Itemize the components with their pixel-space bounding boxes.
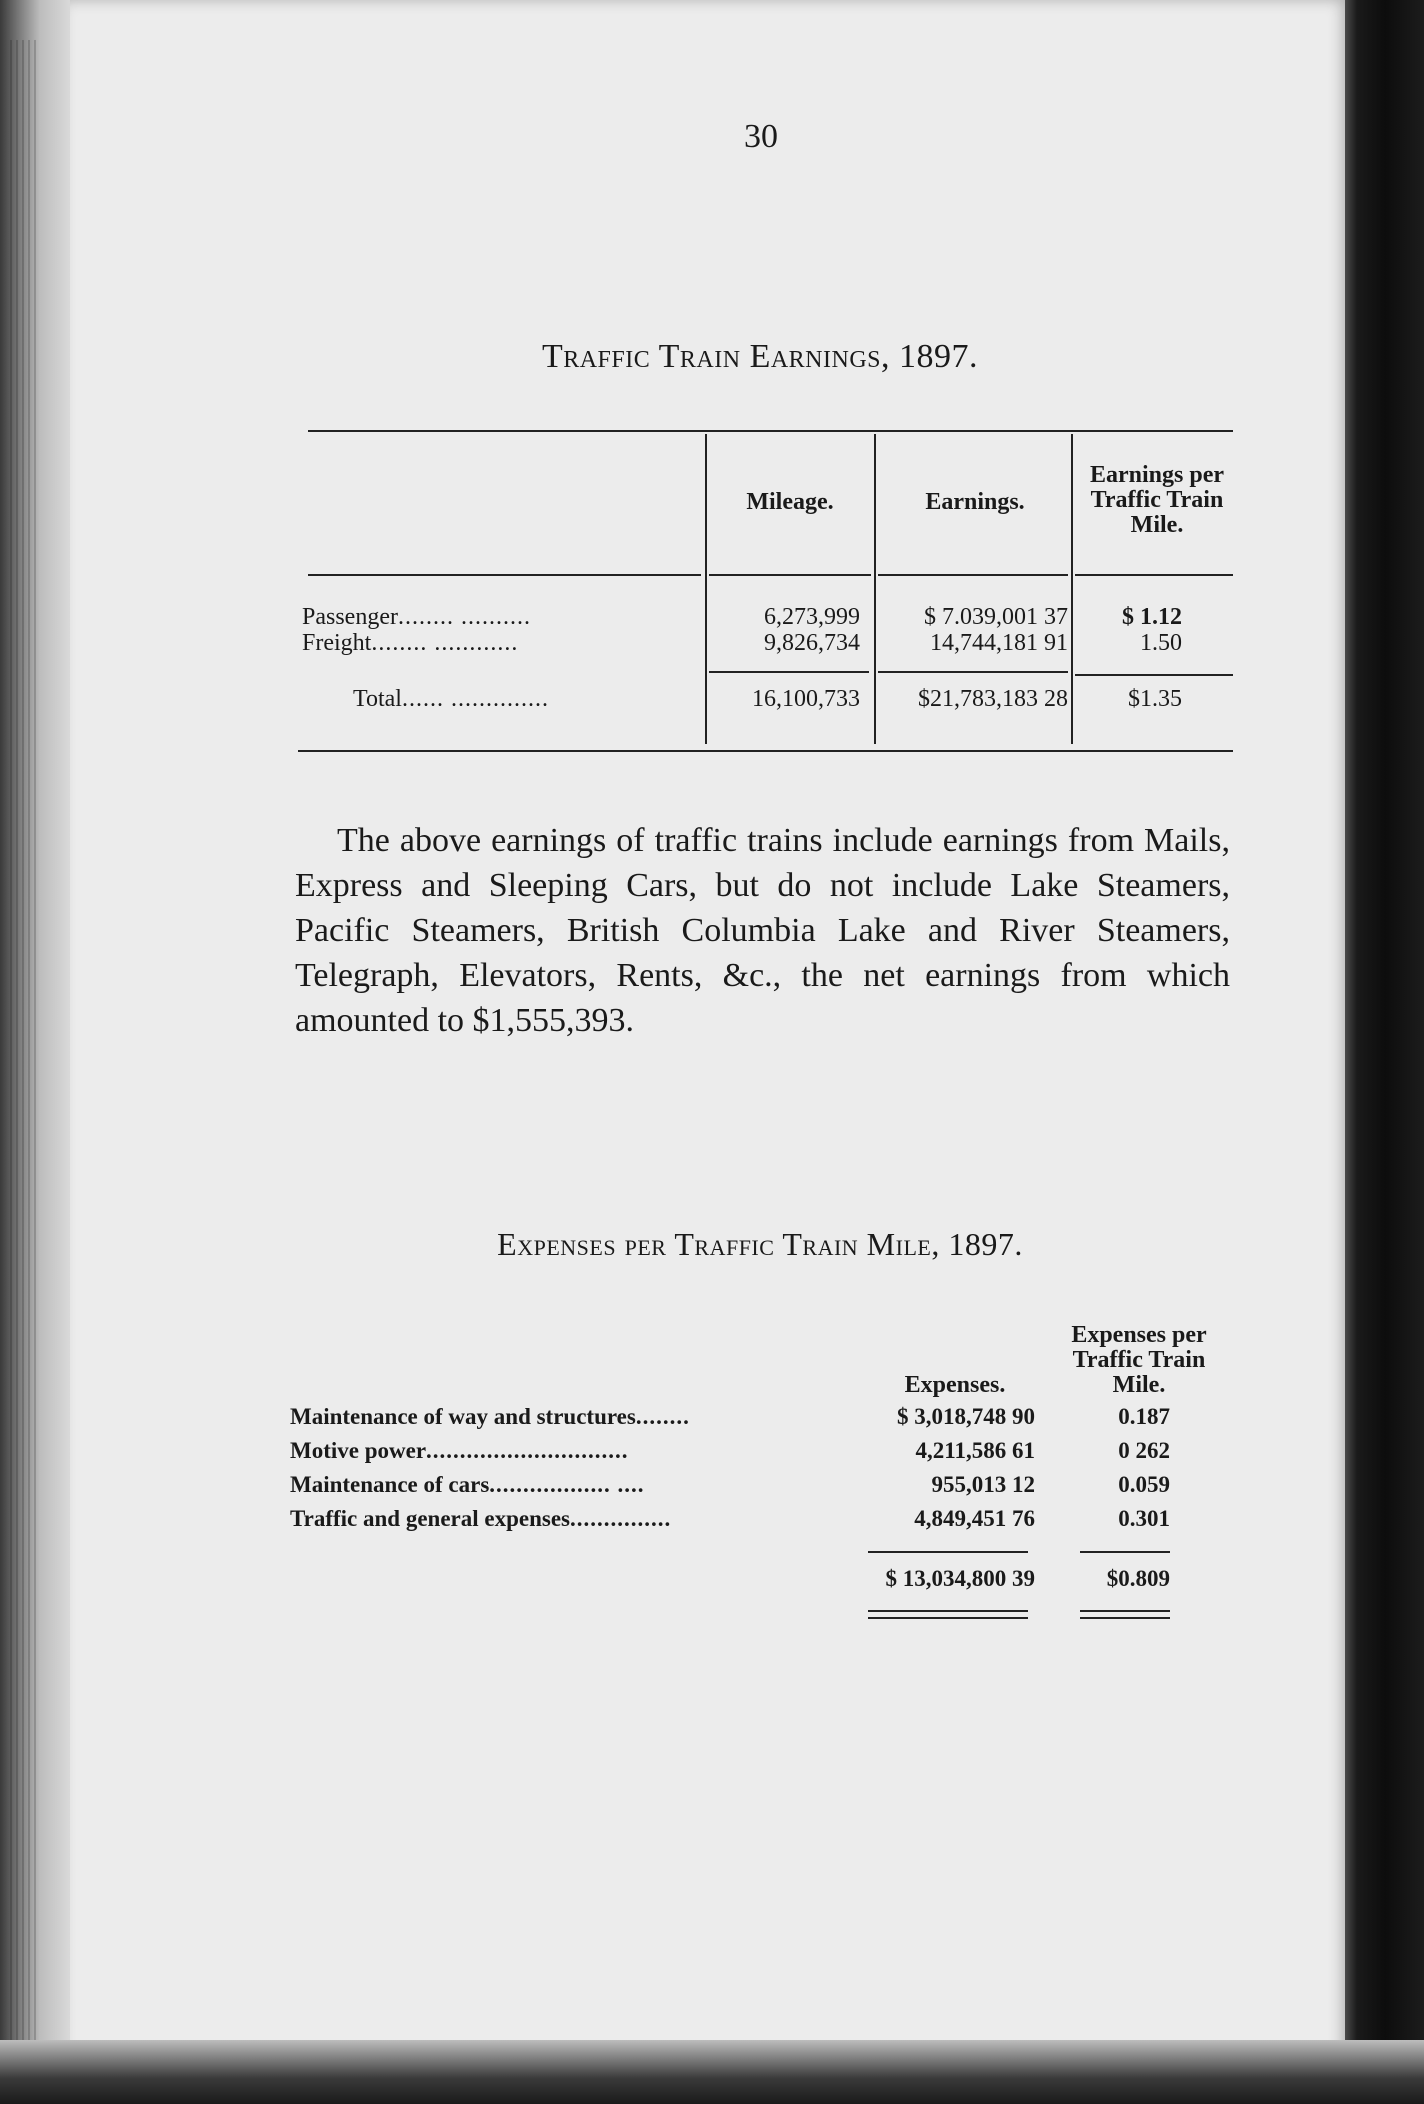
cell-per-mile-freight: 1.50 <box>1140 630 1182 656</box>
cell-earnings-total: $21,783,183 28 <box>918 686 1068 712</box>
table-top-rule <box>308 430 1233 432</box>
spine-page-edges <box>10 40 40 2040</box>
expense-per-mile-maintenance-cars: 0.059 <box>1118 1472 1170 1497</box>
expense-amount-motive-power: 4,211,586 61 <box>915 1438 1035 1463</box>
page-number: 30 <box>744 118 778 155</box>
leader-dots: ........ .......... <box>397 604 531 630</box>
row-label-total <box>353 686 549 712</box>
body-paragraph <box>295 818 1230 1043</box>
sum-rule <box>868 1551 1028 1553</box>
double-rule <box>868 1610 1028 1612</box>
cell-per-mile-total: $1.35 <box>1128 686 1182 712</box>
header-mileage: Mileage. <box>746 489 834 515</box>
header-earnings-per-mile <box>1072 463 1242 538</box>
leader-dots: .............................. <box>426 1438 629 1463</box>
table-bottom-rule <box>298 750 1233 752</box>
row-label-text: Maintenance of way and structures <box>290 1404 636 1429</box>
header-line: Expenses per <box>1071 1322 1207 1348</box>
expense-amount-traffic-general: 4,849,451 76 <box>914 1506 1035 1531</box>
earnings-table-title: Traffic Train Earnings, 1897. <box>541 338 979 375</box>
expense-label-traffic-general <box>290 1502 671 1536</box>
expense-label-motive-power <box>290 1434 629 1468</box>
double-rule <box>868 1617 1028 1619</box>
double-rule <box>1080 1610 1170 1612</box>
row-label-text: Motive power <box>290 1438 427 1463</box>
sum-rule <box>1075 674 1233 676</box>
header-bottom-rule <box>308 574 701 576</box>
row-label-text: Traffic and general expenses <box>290 1506 571 1531</box>
sum-rule <box>878 671 1068 673</box>
row-label-text: Maintenance of cars <box>290 1472 490 1497</box>
sum-rule <box>709 671 869 673</box>
expense-per-mile-total: $0.809 <box>1106 1566 1170 1591</box>
row-label-passenger <box>302 604 531 630</box>
cell-per-mile-passenger: $ 1.12 <box>1122 604 1182 630</box>
leader-dots: ............... <box>570 1506 672 1531</box>
leader-dots: ........ ............ <box>371 630 519 656</box>
header-line: Traffic Train <box>1072 1347 1206 1373</box>
header-bottom-rule <box>1075 574 1233 576</box>
header-line: Traffic Train <box>1090 487 1224 513</box>
expense-amount-maintenance-cars: 955,013 12 <box>931 1472 1035 1497</box>
header-expenses: Expenses. <box>904 1372 1006 1398</box>
expense-amount-total: $ 13,034,800 39 <box>885 1566 1035 1591</box>
row-label-freight <box>302 630 518 656</box>
row-label-text: Passenger <box>302 604 398 630</box>
cell-earnings-passenger: $ 7.039,001 37 <box>924 604 1068 630</box>
page-right-edge <box>1345 0 1424 2104</box>
expenses-table-title: Expenses per Traffic Train Mile, 1897. <box>497 1226 1023 1262</box>
header-line: Earnings per <box>1089 462 1224 488</box>
header-expenses-per-mile <box>1046 1323 1232 1398</box>
cell-mileage-freight: 9,826,734 <box>764 630 860 656</box>
row-label-text: Freight <box>302 630 372 656</box>
leader-dots: ...... .............. <box>401 686 549 712</box>
header-bottom-rule <box>709 574 871 576</box>
sum-rule <box>1080 1551 1170 1553</box>
cell-earnings-freight: 14,744,181 91 <box>930 630 1068 656</box>
double-rule <box>1080 1617 1170 1619</box>
page-bottom-edge <box>0 2040 1424 2104</box>
expense-per-mile-motive-power: 0 262 <box>1118 1438 1170 1463</box>
paragraph-text: The above earnings of traffic trains include earnings from Mails, Express and Sleeping Cars, but do not include Lake Steamers, Pacific Steamers, British Columbia Lake and River Steamers, Telegraph, Elevators, Rents, &c., the net earnings from which amounted to $1,555,393. <box>295 822 1230 1039</box>
leader-dots: ........ <box>635 1404 690 1429</box>
cell-mileage-passenger: 6,273,999 <box>764 604 860 630</box>
cell-mileage-total: 16,100,733 <box>752 686 860 712</box>
expense-amount-maintenance-way: $ 3,018,748 90 <box>897 1404 1035 1429</box>
expense-label-maintenance-way <box>290 1400 690 1434</box>
header-line: Mile. <box>1130 512 1184 538</box>
expense-label-maintenance-cars <box>290 1468 645 1502</box>
expense-per-mile-traffic-general: 0.301 <box>1118 1506 1170 1531</box>
expense-per-mile-maintenance-way: 0.187 <box>1118 1404 1170 1429</box>
leader-dots: .................. .... <box>489 1472 645 1497</box>
header-earnings: Earnings. <box>925 489 1025 515</box>
header-line: Mile. <box>1112 1372 1166 1398</box>
row-label-text: Total <box>353 686 402 712</box>
header-bottom-rule <box>878 574 1068 576</box>
